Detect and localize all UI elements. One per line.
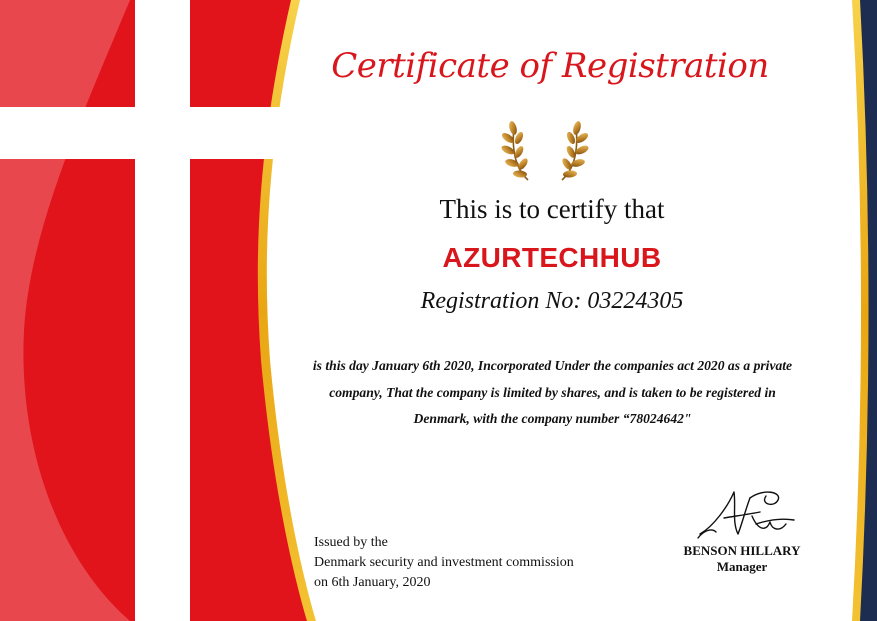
registration-number: Registration No: 03224305 — [420, 288, 684, 314]
signatory-name: BENSON HILLARY — [683, 543, 801, 558]
certify-statement: This is to certify that — [439, 194, 665, 224]
body-line: company, That the company is limited by shares, and is taken to be registered in — [329, 384, 776, 400]
issuer-line: Denmark security and investment commission — [314, 555, 574, 570]
issuer-line: Issued by the — [314, 535, 388, 550]
certificate-title: Certificate of Registration — [331, 46, 769, 86]
certificate-body — [300, 353, 805, 433]
handwritten-signature — [694, 486, 799, 542]
body-line: Denmark, with the company number “78024642" — [413, 411, 692, 426]
issuer-block — [314, 533, 614, 593]
issuer-line: on 6th January, 2020 — [314, 575, 431, 590]
signatory-title: Manager — [716, 559, 768, 574]
laurel-wreath-icon — [500, 114, 590, 186]
right-border-decoration — [852, 0, 877, 621]
body-line: is this day January 6th 2020, Incorporated Under the companies act 2020 as a private — [312, 358, 793, 373]
company-name: AZURTECHHUB — [442, 242, 662, 273]
